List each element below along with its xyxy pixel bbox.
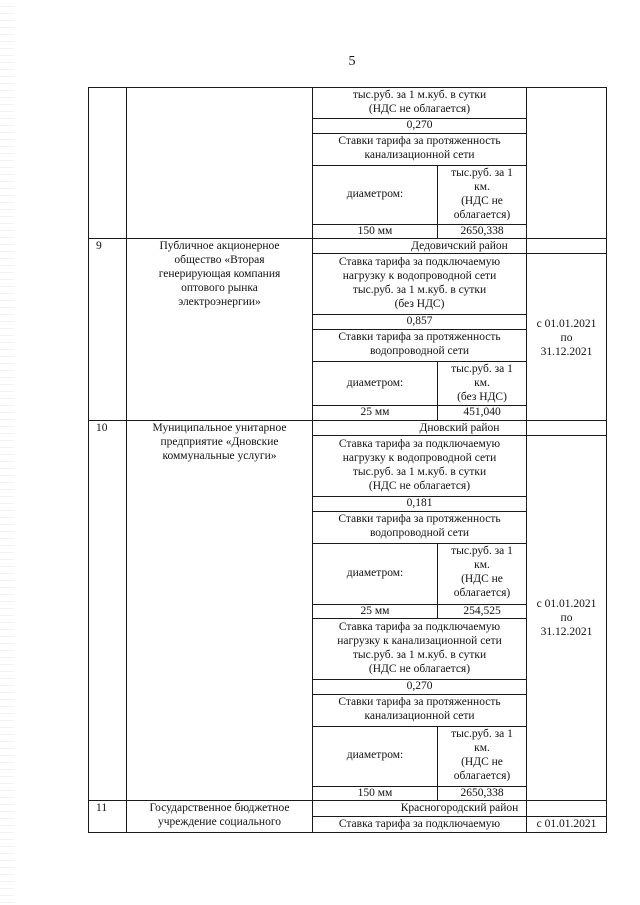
table-border-bottom: [88, 832, 607, 833]
cont-head-vat: (НДС не облагается): [368, 103, 471, 115]
row-11-org-2: учреждение социального: [157, 816, 281, 828]
row-10-sewer-unit-3: (НДС не: [461, 756, 503, 768]
cell-line: [312, 694, 526, 695]
row-10-sewer-connect-1: Ставка тарифа за подключаемую: [338, 621, 501, 633]
cell-line: [312, 618, 526, 619]
row-11-connect-1: Ставка тарифа за подключаемую: [338, 818, 501, 830]
cont-diameter-label: диаметром:: [346, 188, 404, 200]
row-9-org-4: оптового рынка: [181, 282, 258, 294]
row-10-water-connect-1: Ставка тарифа за подключаемую: [338, 438, 501, 450]
row-10-period-1: с 01.01.2021: [536, 598, 597, 610]
row-10-sewer-value: 2650,338: [460, 787, 504, 799]
row-10-water-connect-4: (НДС не облагается): [368, 480, 471, 492]
row-9-period-1: с 01.01.2021: [536, 318, 597, 330]
cont-head-line: тыс.руб. за 1 м.куб. в сутки: [352, 89, 487, 101]
cont-unit-2: км.: [474, 181, 490, 193]
cont-diameter: 150 мм: [357, 225, 393, 237]
cell-line: [312, 511, 526, 512]
row-10-org-3: коммунальные услуги»: [162, 450, 277, 462]
row-9-rate: 0,857: [406, 315, 433, 327]
row-9-unit-1: тыс.руб. за 1: [451, 363, 513, 375]
cell-line: [312, 133, 526, 134]
row-9-length-title-2: водопроводной сети: [369, 345, 470, 357]
row-11-period-1: с 01.01.2021: [536, 818, 597, 830]
row-10-water-rate: 0,181: [406, 497, 433, 509]
row-11-org-1: Государственное бюджетное: [149, 802, 290, 814]
cell-line: [312, 253, 607, 254]
row-9-value: 451,040: [463, 406, 501, 418]
row-separator-9: [88, 238, 607, 239]
cell-line: [312, 726, 526, 727]
row-9-length-title-1: Ставки тарифа за протяженность: [338, 331, 501, 343]
cont-unit-3: (НДС не: [461, 195, 503, 207]
row-11-district: Красногородский район: [400, 802, 519, 814]
row-10-water-connect-3: тыс.руб. за 1 м.куб. в сутки: [352, 466, 487, 478]
row-9-connect-1: Ставка тарифа за подключаемую: [338, 256, 501, 268]
row-9-unit-2: км.: [474, 377, 490, 389]
row-9-period-2: по: [560, 332, 573, 344]
row-10-water-diameter: 25 мм: [360, 605, 390, 617]
cell-line: [312, 329, 526, 330]
cont-value: 2650,338: [460, 225, 504, 237]
row-10-number: 10: [96, 422, 108, 434]
cell-line: [312, 543, 526, 544]
row-9-org-1: Публичное акционерное: [159, 240, 280, 252]
col-divider-tariff: [526, 87, 527, 833]
tariff-table: [88, 87, 607, 833]
row-9-diameter-label: диаметром:: [346, 377, 404, 389]
row-10-sewer-unit-4: облагается): [453, 770, 511, 782]
row-10-water-unit-3: (НДС не: [461, 573, 503, 585]
row-10-org-1: Муниципальное унитарное: [152, 422, 287, 434]
row-10-sewer-length-title-1: Ставки тарифа за протяженность: [338, 696, 501, 708]
cell-line: [312, 361, 526, 362]
row-10-water-diameter-label: диаметром:: [346, 567, 404, 579]
cont-unit-4: облагается): [453, 209, 511, 221]
cont-length-title-2: канализационной сети: [364, 149, 475, 161]
table-border-right: [606, 87, 607, 833]
row-10-period-3: 31.12.2021: [540, 626, 593, 638]
cell-line: [312, 816, 607, 817]
row-9-number: 9: [96, 240, 102, 252]
cont-length-title-1: Ставки тарифа за протяженность: [338, 135, 501, 147]
row-separator-10: [88, 420, 607, 421]
row-9-unit-3: (без НДС): [457, 391, 507, 403]
table-border-left: [88, 87, 89, 833]
table-border-top: [88, 87, 607, 88]
row-10-sewer-connect-2: нагрузку к канализационной сети: [337, 635, 502, 647]
row-9-connect-4: (без НДС): [394, 298, 445, 310]
cont-rate: 0,270: [406, 119, 433, 131]
row-separator-11: [88, 800, 607, 801]
row-10-water-connect-2: нагрузку к водопроводной сети: [342, 452, 497, 464]
row-9-diameter: 25 мм: [360, 406, 390, 418]
row-10-water-value: 254,525: [463, 605, 501, 617]
row-10-sewer-unit-1: тыс.руб. за 1: [451, 728, 513, 740]
cell-line: [312, 165, 526, 166]
row-9-org-2: общество «Вторая: [174, 254, 265, 266]
row-10-water-length-title-2: водопроводной сети: [369, 527, 470, 539]
cont-unit-1: тыс.руб. за 1: [451, 167, 513, 179]
row-10-sewer-diameter: 150 мм: [357, 787, 393, 799]
row-10-water-length-title-1: Ставки тарифа за протяженность: [338, 513, 501, 525]
row-9-district: Дедовичский район: [411, 240, 508, 252]
row-9-org-5: электроэнергии»: [178, 296, 261, 308]
row-11-number: 11: [96, 802, 108, 814]
row-10-period-2: по: [560, 612, 573, 624]
row-10-sewer-unit-2: км.: [474, 742, 490, 754]
row-10-water-unit-4: облагается): [453, 587, 511, 599]
row-10-district: Дновский район: [419, 422, 500, 434]
row-9-connect-2: нагрузку к водопроводной сети: [342, 270, 497, 282]
page-number: 5: [348, 54, 356, 69]
row-10-sewer-rate: 0,270: [406, 680, 433, 692]
row-10-sewer-length-title-2: канализационной сети: [364, 710, 475, 722]
row-10-water-unit-2: км.: [474, 559, 490, 571]
row-9-connect-3: тыс.руб. за 1 м.куб. в сутки: [352, 284, 487, 296]
scan-edge: [0, 0, 14, 905]
row-10-sewer-connect-3: тыс.руб. за 1 м.куб. в сутки: [352, 649, 487, 661]
row-10-sewer-diameter-label: диаметром:: [346, 749, 404, 761]
row-10-org-2: предприятие «Дновские: [160, 436, 279, 448]
row-10-water-unit-1: тыс.руб. за 1: [451, 545, 513, 557]
row-9-period-3: 31.12.2021: [540, 346, 593, 358]
row-10-sewer-connect-4: (НДС не облагается): [368, 663, 471, 675]
row-9-org-3: генерирующая компания: [158, 268, 281, 280]
cell-line: [312, 435, 607, 436]
